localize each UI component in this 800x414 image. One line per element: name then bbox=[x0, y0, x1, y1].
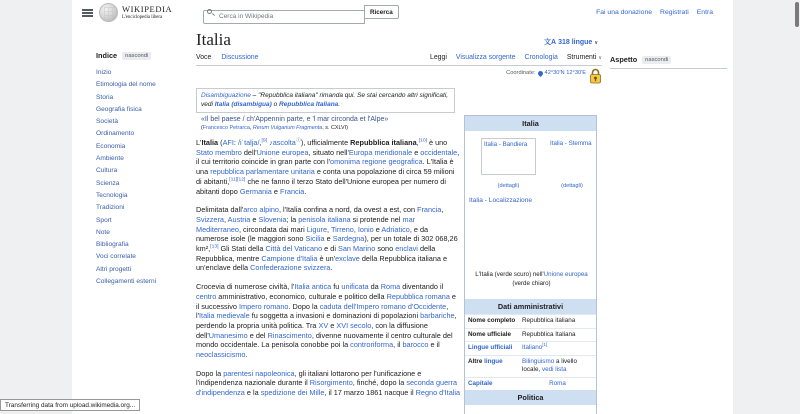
text: , il bbox=[393, 340, 403, 350]
text: e bbox=[324, 234, 333, 244]
text: diventando il bbox=[400, 282, 444, 292]
text: , e da numerose isole (le maggiori sono bbox=[196, 224, 429, 244]
article-content bbox=[196, 30, 602, 414]
toc-item-societa[interactable]: Società bbox=[96, 118, 118, 126]
paragraph-history bbox=[196, 282, 461, 360]
text: della Repubblica italiana e un'enclave della bbox=[196, 253, 448, 273]
text: (verde chiaro) bbox=[512, 279, 551, 287]
text: , il 17 marzo 1861 nacque il bbox=[324, 388, 416, 398]
text: e la bbox=[244, 388, 261, 398]
browser-status-text: Transferring data from upload.wikimedia.org... bbox=[0, 399, 140, 411]
text: ( bbox=[201, 125, 203, 131]
text: o bbox=[271, 101, 280, 109]
text: Dopo la bbox=[196, 368, 224, 378]
link[interactable]: unificata bbox=[341, 282, 369, 292]
link[interactable]: exclave bbox=[335, 253, 360, 263]
text: si protende nel bbox=[350, 214, 403, 224]
toc-title: Indice bbox=[96, 51, 118, 60]
wikipedia-globe-logo-icon[interactable] bbox=[99, 3, 118, 22]
toc-item-cultura[interactable]: Cultura bbox=[96, 167, 118, 175]
link[interactable]: mar Mediterraneo bbox=[196, 214, 416, 234]
text: . bbox=[245, 350, 248, 360]
link[interactable]: [13] bbox=[210, 244, 219, 250]
link[interactable]: repubblica parlamentare unitaria bbox=[210, 167, 315, 177]
toc-hide-button[interactable]: nascondi bbox=[122, 52, 151, 60]
link[interactable]: Regno d'Italia bbox=[415, 388, 461, 398]
protection-padlock-icon[interactable] bbox=[589, 68, 602, 84]
text: sono bbox=[375, 244, 396, 254]
search-icon bbox=[207, 9, 212, 14]
link[interactable]: vedi lista bbox=[541, 366, 567, 373]
appearance-panel bbox=[610, 55, 727, 69]
text: , bbox=[249, 125, 253, 131]
toc-item-bibliografia[interactable]: Bibliografia bbox=[96, 241, 129, 249]
text: . L'Italia è una bbox=[196, 157, 454, 177]
flag-details-link[interactable]: (dettagli) bbox=[497, 183, 520, 189]
search-button[interactable]: Ricerca bbox=[364, 5, 399, 19]
text: . Dopo la bbox=[288, 301, 320, 311]
toc-item-collegamenti-esterni[interactable]: Collegamenti esterni bbox=[96, 278, 157, 286]
infobox-row-nome-completo bbox=[465, 314, 596, 328]
text: amministrativo, economico, culturale e politico della bbox=[216, 291, 387, 301]
text: . bbox=[304, 186, 307, 196]
link[interactable]: Tirreno bbox=[330, 224, 354, 234]
link[interactable]: Francesco Petrarca bbox=[202, 125, 250, 131]
link[interactable]: [1] bbox=[542, 341, 548, 347]
link[interactable]: Francia bbox=[417, 205, 442, 215]
donate-link[interactable]: Fai una donazione bbox=[596, 9, 653, 16]
link[interactable]: Francia bbox=[280, 186, 305, 196]
text: ( bbox=[218, 138, 223, 147]
link[interactable]: /iˈtalja/ bbox=[237, 138, 260, 147]
text: Crocevia di numerose civiltà, l' bbox=[196, 282, 295, 292]
text: , circondata dai mari bbox=[239, 224, 307, 234]
text: Delimitata dall' bbox=[196, 205, 244, 215]
paragraph-risorgimento bbox=[196, 369, 461, 398]
text: e di bbox=[322, 244, 338, 254]
languages-icon: 文A bbox=[544, 39, 557, 46]
link[interactable]: Risorgimento bbox=[309, 378, 353, 388]
link[interactable]: ascolta bbox=[272, 138, 296, 147]
link[interactable]: Repubblica romana bbox=[386, 291, 450, 301]
text: e del bbox=[247, 330, 268, 340]
link[interactable]: barbariche bbox=[420, 311, 455, 321]
text: e bbox=[373, 224, 382, 234]
text: da bbox=[368, 282, 381, 292]
tab-leggi[interactable]: Leggi bbox=[429, 54, 447, 61]
text: Gli Stati della bbox=[218, 244, 266, 254]
link[interactable]: seconda guerra d'indipendenza bbox=[196, 378, 458, 398]
infobox-row-lingue-ufficiali bbox=[465, 341, 596, 355]
text: Repubblica Italiana bbox=[522, 330, 576, 338]
quote-text: «Il bel paese / ch'Appennin parte, e 'l mar circonda et l'Alpe» bbox=[201, 116, 389, 123]
text: , bbox=[441, 205, 444, 215]
text: , perdendo la propria unità politica. Tra bbox=[196, 311, 457, 330]
coordinates[interactable] bbox=[506, 70, 586, 76]
text: , con la diffusione dell' bbox=[196, 320, 428, 340]
link[interactable]: spedizione dei Mille bbox=[260, 388, 325, 398]
brand-tagline: L'enciclopedia libera bbox=[122, 15, 163, 20]
text: , l'Italia confina a nord, da ovest a est, con bbox=[278, 205, 418, 215]
link[interactable]: Austria bbox=[227, 214, 251, 224]
text: , bbox=[223, 214, 228, 224]
text: , l' bbox=[196, 301, 449, 321]
link[interactable]: Capitale bbox=[468, 379, 493, 387]
text: e il bbox=[428, 340, 440, 350]
link[interactable]: Germania bbox=[239, 186, 272, 196]
text: , s. CXLVI) bbox=[322, 125, 348, 131]
link[interactable]: Svizzera bbox=[196, 214, 224, 224]
text: a livello locale, bbox=[522, 357, 577, 373]
infobox-section-admin: Dati amministrativi bbox=[465, 299, 596, 314]
link[interactable]: [11][12] bbox=[229, 177, 246, 183]
link[interactable]: controriforma bbox=[350, 340, 394, 350]
link[interactable]: Città del Vaticano bbox=[265, 244, 323, 254]
text: e bbox=[271, 186, 280, 196]
link[interactable]: Ligure bbox=[306, 224, 328, 234]
wikipedia-page bbox=[72, 0, 733, 414]
link[interactable]: Repubblica Italiana bbox=[279, 101, 339, 109]
link[interactable]: Campione d'Italia bbox=[261, 253, 318, 263]
link[interactable]: parentesi napoleonica bbox=[223, 368, 295, 378]
infobox-media bbox=[465, 131, 596, 299]
quote-citation bbox=[201, 125, 461, 131]
page-title: Italia bbox=[196, 30, 231, 49]
location-pin-icon bbox=[536, 69, 543, 76]
link[interactable]: enclavi bbox=[395, 244, 418, 254]
link[interactable]: omonima regione geografica bbox=[330, 157, 423, 167]
link[interactable]: XVI secolo bbox=[336, 320, 372, 330]
link[interactable]: AFI bbox=[222, 138, 234, 147]
coat-details-link[interactable]: (dettagli) bbox=[561, 183, 583, 189]
link[interactable]: arco alpino bbox=[243, 205, 279, 215]
search-bar bbox=[203, 5, 399, 19]
header-user-links bbox=[596, 9, 713, 16]
text: , bbox=[259, 138, 262, 147]
text: e il successivo bbox=[196, 291, 456, 311]
paragraph-intro bbox=[196, 138, 461, 196]
link[interactable]: Roma bbox=[549, 379, 566, 387]
wikipedia-wordmark[interactable] bbox=[122, 4, 172, 20]
text: , bbox=[327, 224, 331, 234]
quote-block bbox=[201, 116, 461, 131]
text: – "Repubblica italiana" rimanda qui. Se stai cercando altri significati, vedi bbox=[201, 92, 449, 109]
coordinates-label: Coordinate: bbox=[506, 70, 536, 76]
link[interactable]: Sicilia bbox=[305, 234, 325, 244]
link[interactable]: occidentale bbox=[420, 147, 458, 157]
tab-visualizza-sorgente[interactable]: Visualizza sorgente bbox=[455, 54, 516, 61]
toc-item-geografia[interactable]: Geografia fisica bbox=[96, 105, 142, 113]
text: , divenne nuovamente il centro culturale del mondo occidentale. La penisola conobbe poi la bbox=[196, 330, 453, 350]
link[interactable]: ⓘ bbox=[295, 138, 301, 144]
link[interactable]: barocco bbox=[402, 340, 429, 350]
link[interactable]: Stato membro bbox=[196, 147, 242, 157]
link[interactable]: Disambiguazione bbox=[201, 92, 251, 99]
link[interactable]: Confederazione svizzera bbox=[250, 263, 331, 273]
text: , bbox=[353, 224, 358, 234]
toc-item-economia[interactable]: Economia bbox=[96, 142, 126, 150]
tab-discussione[interactable]: Discussione bbox=[221, 54, 259, 61]
link[interactable]: Unione europea bbox=[256, 147, 309, 157]
link[interactable]: [9] bbox=[261, 138, 268, 144]
brand-title: WIKIPEDIA bbox=[122, 4, 173, 14]
toc-item-etimologia[interactable]: Etimologia del nome bbox=[96, 81, 156, 89]
text: L'Italia (verde scuro) nell' bbox=[475, 271, 544, 278]
table-of-contents bbox=[96, 51, 196, 288]
article-tabs bbox=[196, 54, 602, 66]
text: , bbox=[416, 138, 419, 147]
toc-item-note[interactable]: Note bbox=[96, 228, 110, 236]
link[interactable]: Sardegna bbox=[332, 234, 365, 244]
chevron-down-icon: ∨ bbox=[598, 55, 602, 61]
text: : bbox=[233, 138, 238, 147]
flag-image-placeholder[interactable]: Italia - Bandiera bbox=[481, 138, 536, 175]
infobox-row-nome-ufficiale bbox=[465, 328, 596, 342]
tab-voce[interactable]: Voce bbox=[196, 54, 212, 61]
link[interactable]: Ionio bbox=[357, 224, 374, 234]
link[interactable]: Lingue ufficiali bbox=[468, 344, 513, 351]
map-caption bbox=[469, 271, 594, 289]
link[interactable]: Unione europea bbox=[543, 271, 588, 278]
infobox-row-altre-lingue bbox=[465, 355, 596, 377]
text: Repubblica italiana bbox=[522, 317, 576, 324]
text: Nome ufficiale bbox=[468, 330, 512, 338]
search-input[interactable] bbox=[203, 10, 365, 24]
article-body bbox=[196, 138, 461, 407]
paragraph-geography bbox=[196, 205, 461, 273]
text: Italia bbox=[201, 138, 219, 147]
link[interactable]: Italia antica bbox=[294, 282, 332, 292]
text: Nome completo bbox=[468, 317, 516, 324]
text: è un' bbox=[317, 253, 336, 263]
text: e bbox=[328, 320, 337, 330]
link[interactable]: penisola italiana bbox=[298, 214, 351, 224]
toc-item-ambiente[interactable]: Ambiente bbox=[96, 155, 124, 163]
disambiguation-note bbox=[196, 88, 455, 113]
infobox-title: Italia bbox=[465, 116, 596, 131]
link[interactable]: caduta dell'Impero romano d'Occidente bbox=[319, 301, 447, 311]
toc-item-tecnologia[interactable]: Tecnologia bbox=[96, 191, 128, 199]
toc-item-ordinamento[interactable]: Ordinamento bbox=[96, 130, 135, 138]
link[interactable]: ♪ bbox=[269, 138, 273, 147]
languages-button[interactable]: 文A 318 lingue ∨ bbox=[544, 39, 598, 46]
coat-of-arms-link[interactable]: Italia - Stemma bbox=[550, 140, 592, 147]
text: , gli italiani lottarono per l'unificazione e l'indipendenza nazionale durante il bbox=[196, 368, 422, 388]
text: ; la bbox=[286, 214, 299, 224]
toc-item-sport[interactable]: Sport bbox=[96, 216, 112, 224]
toc-item-altri-progetti[interactable]: Altri progetti bbox=[96, 265, 132, 273]
text: fu bbox=[331, 282, 342, 292]
text: , il cui territorio coincide in gran parte con l' bbox=[196, 147, 460, 167]
text: ), ufficialmente bbox=[300, 138, 351, 147]
text: dell' bbox=[241, 147, 257, 157]
text: della Repubblica, mentre bbox=[196, 244, 436, 263]
appearance-hide-button[interactable]: nascondi bbox=[642, 56, 671, 64]
text: e bbox=[250, 214, 259, 224]
toc-item-scienza[interactable]: Scienza bbox=[96, 179, 120, 187]
text: Repubblica italiana bbox=[350, 138, 417, 147]
login-link[interactable]: Entra bbox=[696, 9, 713, 16]
link[interactable]: Slovenia bbox=[258, 214, 287, 224]
link[interactable]: Italiano bbox=[522, 344, 543, 351]
text: ), per un totale di 302 068,26 km², bbox=[196, 234, 458, 254]
link[interactable]: XV bbox=[318, 320, 329, 330]
link[interactable]: Impero romano bbox=[238, 301, 289, 311]
infobox-italia bbox=[464, 115, 597, 414]
toc-item-tradizioni[interactable]: Tradizioni bbox=[96, 204, 125, 212]
toc-item-voci-correlate[interactable]: Voci correlate bbox=[96, 253, 136, 261]
scrollbar-thumb[interactable] bbox=[795, 2, 799, 27]
register-link[interactable]: Registrati bbox=[660, 9, 689, 16]
hamburger-menu-icon[interactable] bbox=[82, 9, 93, 17]
text: L' bbox=[196, 138, 202, 147]
link[interactable]: [10] bbox=[418, 138, 427, 144]
text: e conta una popolazione di circa 59 milioni di abitanti, bbox=[196, 167, 455, 186]
link[interactable]: Europa meridionale bbox=[348, 147, 413, 157]
infobox-section-politica: Politica bbox=[465, 390, 596, 405]
text: fu soggetta a invasioni e dominazioni di popolazioni bbox=[249, 311, 421, 321]
toc-item-storia[interactable]: Storia bbox=[96, 93, 114, 101]
link[interactable]: Italia medievale bbox=[199, 311, 250, 321]
link[interactable]: neoclassicismo bbox=[196, 350, 246, 360]
appearance-title: Aspetto bbox=[610, 55, 638, 64]
link[interactable]: Rinascimento bbox=[267, 330, 312, 340]
infobox-row-capitale bbox=[465, 377, 596, 391]
link[interactable]: Umanesimo bbox=[208, 330, 248, 340]
chevron-down-icon: ∨ bbox=[594, 40, 598, 46]
text: Altre bbox=[468, 357, 485, 365]
link[interactable]: Roma bbox=[380, 282, 401, 292]
text: è uno bbox=[426, 138, 448, 147]
link[interactable]: San Marino bbox=[337, 244, 376, 254]
text: , finché, dopo la bbox=[352, 378, 407, 388]
text: che ne fanno il terzo Stato dell'Unione europea per numero di abitanti dopo bbox=[196, 176, 446, 196]
link[interactable]: Rerum Vulgarium Fragmenta bbox=[252, 125, 323, 131]
link[interactable]: lingue bbox=[484, 357, 503, 365]
tab-strumenti[interactable]: Strumenti ∨ bbox=[566, 54, 602, 61]
text: e bbox=[412, 147, 421, 157]
link[interactable]: Italia (disambigua) bbox=[214, 101, 272, 109]
toc-item-inizio[interactable]: Inizio bbox=[96, 69, 112, 76]
text: , situato nell' bbox=[308, 147, 349, 157]
text: . bbox=[338, 101, 341, 109]
tab-cronologia[interactable]: Cronologia bbox=[524, 54, 558, 61]
link[interactable]: Adriatico bbox=[381, 224, 410, 234]
link[interactable]: centro bbox=[196, 291, 217, 301]
text: . bbox=[330, 263, 333, 273]
coordinates-link[interactable]: 42°30′N 12°30′E bbox=[544, 70, 586, 76]
localization-map-link[interactable]: Italia - Localizzazione bbox=[469, 197, 533, 204]
link[interactable]: Bilinguismo bbox=[522, 357, 555, 365]
